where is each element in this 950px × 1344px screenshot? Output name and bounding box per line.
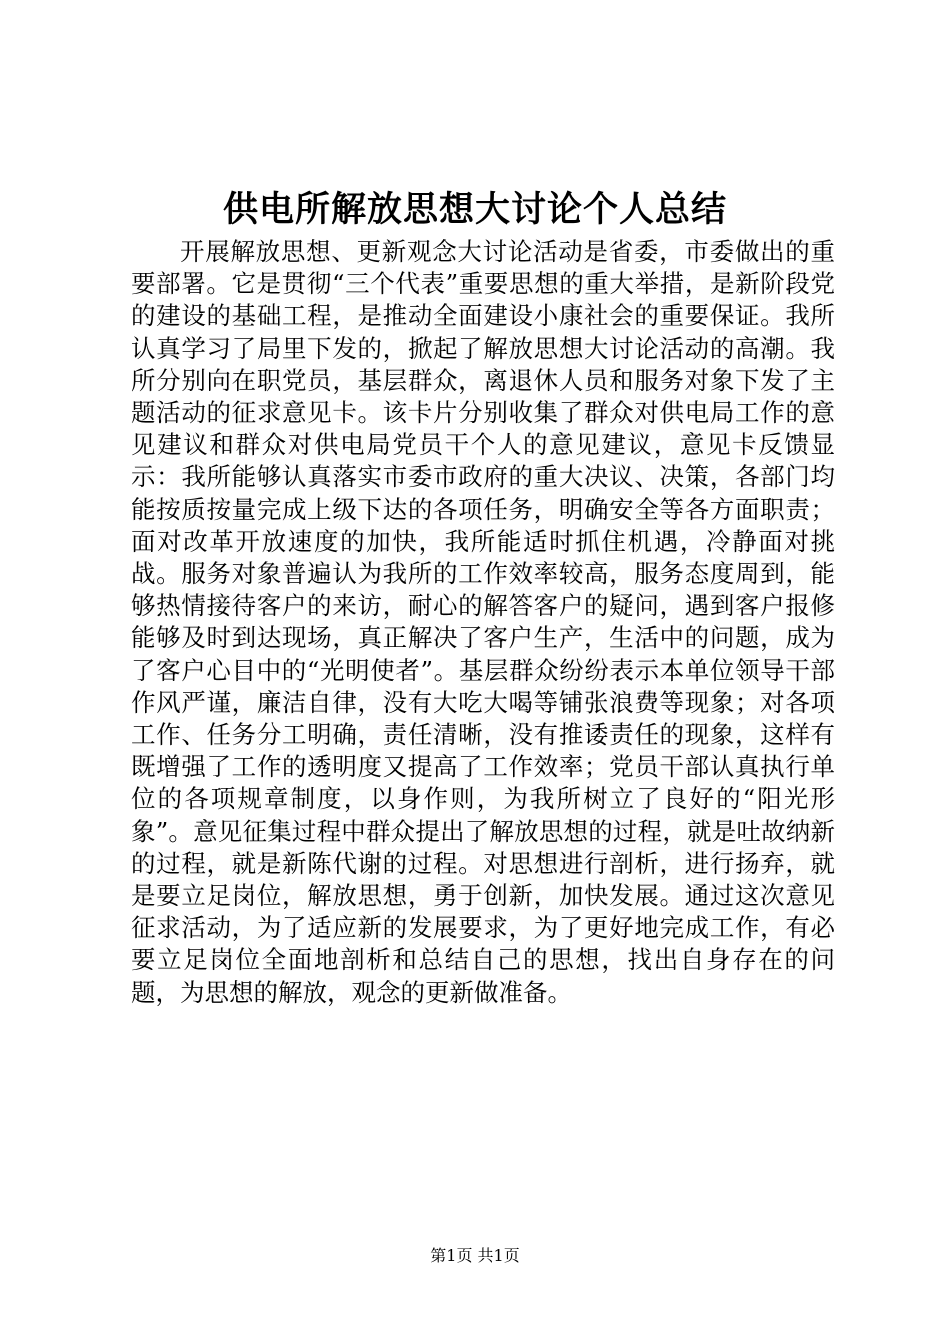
- page-number-footer: 第1页 共1页: [430, 1246, 520, 1265]
- body-paragraph: 开展解放思想、更新观念大讨论活动是省委，市委做出的重要部署。它是贯彻“三个代表”重要思想的重大举措，是新阶段党的建设的基础工程，是推动全面建设小康社会的重要保证。我所认真学习了局里下发的，掀起了解放思想大讨论活动的高潮。我所分别向在职党员，基层群众，离退休人员和服务对象下发了主题活动的征求意见卡。该卡片分别收集了群众对供电局工作的意见建议和群众对供电局党员干个人的意见建议，意见卡反馈显示：我所能够认真落实市委市政府的重大决议、决策，各部门均能按质按量完成上级下达的各项任务，明确安全等各方面职责；面对改革开放速度的加快，我所能适时抓住机遇，冷静面对挑战。服务对象普遍认为我所的工作效率较高，服务态度周到，能够热情接待客户的来访，耐心的解答客户的疑问，遇到客户报修能够及时到达现场，真正解决了客户生产，生活中的问题，成为了客户心目中的“光明使者”。基层群众纷纷表示本单位领导干部作风严谨，廉洁自律，没有大吃大喝等铺张浪费等现象；对各项工作、任务分工明确，责任清晰，没有推诿责任的现象，这样有既增强了工作的透明度又提高了工作效率；党员干部认真执行单位的各项规章制度，以身作则，为我所树立了良好的“阳光形象”。意见征集过程中群众提出了解放思想的过程，就是吐故纳新的过程，就是新陈代谢的过程。对思想进行剖析，进行扬弃，就是要立足岗位，解放思想，勇于创新，加快发展。通过这次意见征求活动，为了适应新的发展要求，为了更好地完成工作，有必要立足岗位全面地剖析和总结自己的思想，找出自身存在的问题，为思想的解放，观念的更新做准备。: [131, 237, 835, 1007]
- document-title: 供电所解放思想大讨论个人总结: [222, 190, 727, 230]
